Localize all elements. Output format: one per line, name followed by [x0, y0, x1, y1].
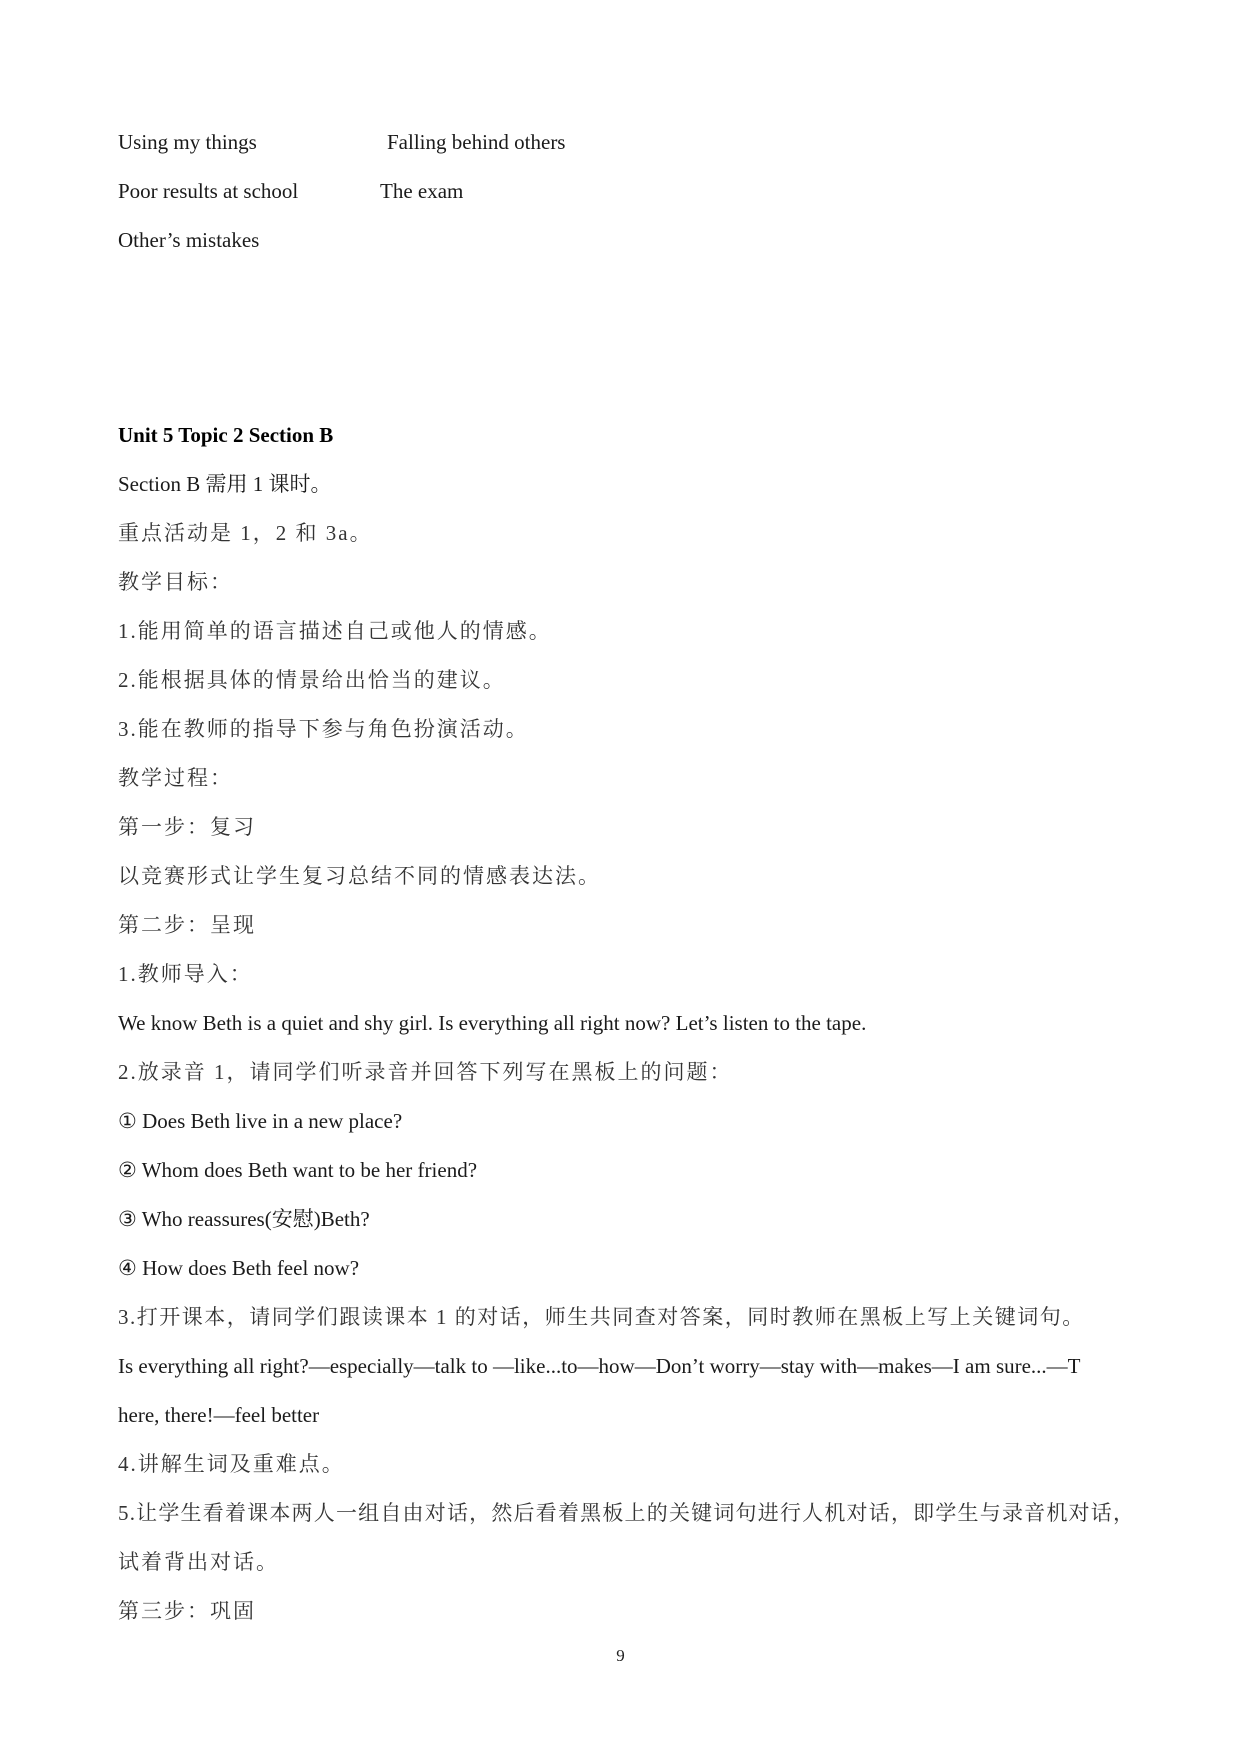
question-4: ④ How does Beth feel now?	[118, 1256, 360, 1280]
step-3-heading: 第三步：巩固	[118, 1599, 256, 1623]
paragraph-key-activities: 重点活动是 1，2 和 3a。	[118, 521, 373, 545]
paragraph-class-hours: Section B 需用 1 课时。	[118, 472, 332, 496]
step-2-item-4: 4.讲解生词及重难点。	[118, 1452, 345, 1476]
step-1-heading: 第一步：复习	[118, 815, 256, 839]
teacher-intro-text: We know Beth is a quiet and shy girl. Is everything all right now? Let’s listen to the tape.	[118, 1011, 867, 1035]
page-number: 9	[616, 1646, 625, 1665]
key-phrases-line-1: Is everything all right?—especially—talk to —like...to—how—Don’t worry—stay with—makes—I am sure...—T	[118, 1354, 1081, 1378]
key-phrases-line-2: here, there!—feel better	[118, 1403, 320, 1427]
list-item-others-mistakes: Other’s mistakes	[118, 228, 260, 252]
step-1-text: 以竞赛形式让学生复习总结不同的情感表达法。	[118, 864, 601, 888]
goal-item-3: 3.能在教师的指导下参与角色扮演活动。	[118, 717, 529, 741]
step-2-item-5: 5.让学生看着课本两人一组自由对话，然后看着黑板上的关键词句进行人机对话，即学生与录音机对话，	[118, 1501, 1136, 1525]
question-3: ③ Who reassures(安慰)Beth?	[118, 1207, 370, 1231]
list-item-using-my-things: Using my things	[118, 130, 257, 154]
heading-teaching-process: 教学过程：	[118, 766, 233, 790]
question-2: ② Whom does Beth want to be her friend?	[118, 1158, 478, 1182]
list-item-poor-results: Poor results at school	[118, 179, 299, 203]
step-2-item-2: 2.放录音 1，请同学们听录音并回答下列写在黑板上的问题：	[118, 1060, 733, 1084]
goal-item-2: 2.能根据具体的情景给出恰当的建议。	[118, 668, 506, 692]
step-2-heading: 第二步：呈现	[118, 913, 256, 937]
list-item-falling-behind-others: Falling behind others	[387, 130, 566, 154]
step-2-item-5-cont: 试着背出对话。	[118, 1550, 279, 1574]
step-2-item-1: 1.教师导入：	[118, 962, 253, 986]
list-item-the-exam: The exam	[380, 179, 464, 203]
section-title: Unit 5 Topic 2 Section B	[118, 423, 334, 447]
goal-item-1: 1.能用简单的语言描述自己或他人的情感。	[118, 619, 552, 643]
question-1: ① Does Beth live in a new place?	[118, 1109, 403, 1133]
heading-teaching-goals: 教学目标：	[118, 570, 233, 594]
step-2-item-3: 3.打开课本，请同学们跟读课本 1 的对话，师生共同查对答案，同时教师在黑板上写上关键词句。	[118, 1305, 1085, 1329]
